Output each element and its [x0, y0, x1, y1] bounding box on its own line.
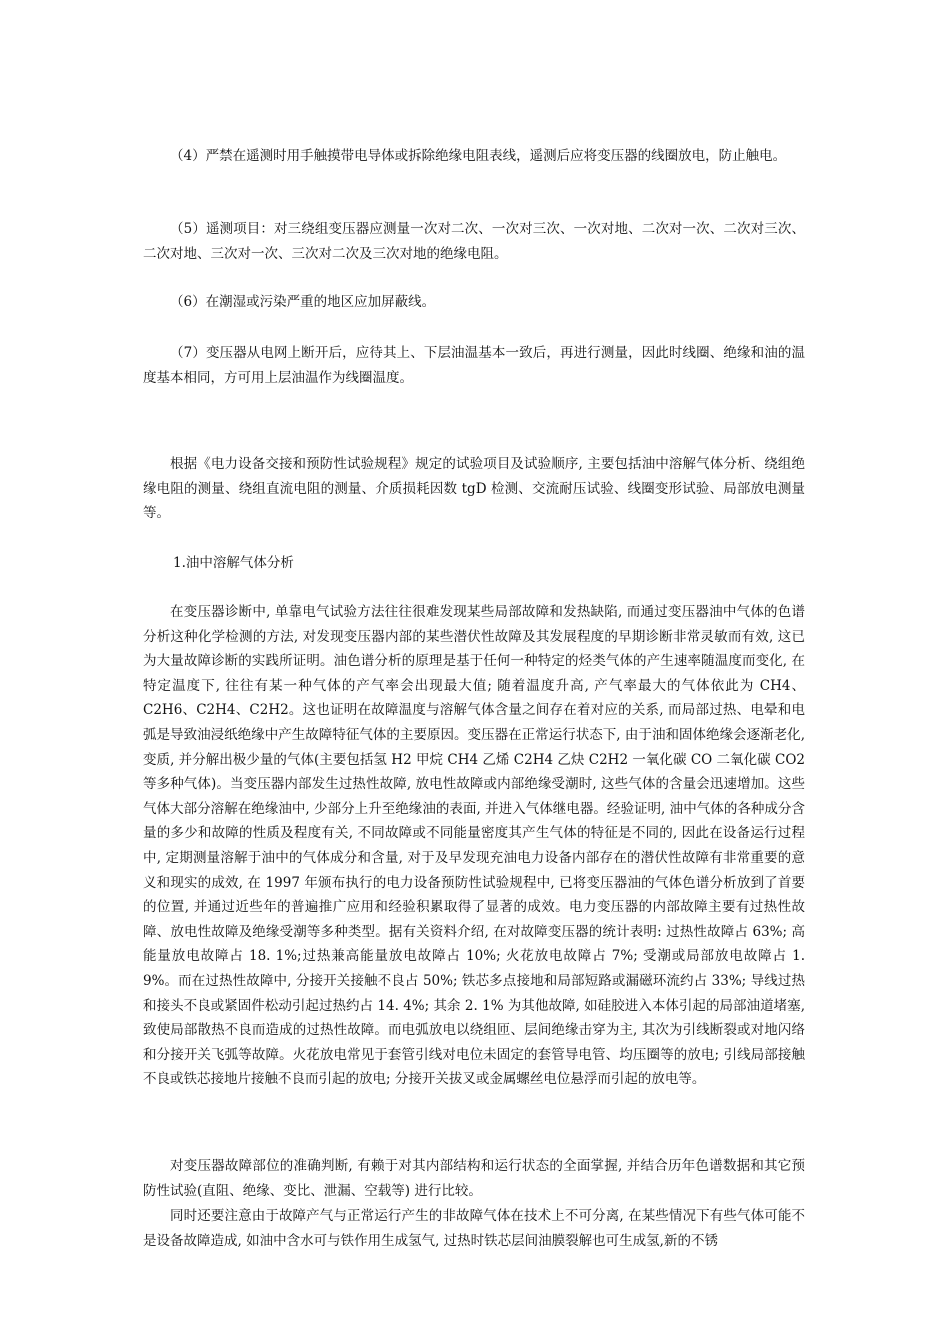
paragraph-item-7: （7）变压器从电网上断开后，应待其上、下层油温基本一致后，再进行测量，因此时线圈、绝缘和油的温度基本相同，方可用上层油温作为线圈温度。: [143, 345, 805, 386]
section-heading: 1.油中溶解气体分析: [173, 555, 294, 571]
paragraph-item-6: （6）在潮湿或污染严重的地区应加屏蔽线。: [170, 294, 436, 310]
body-paragraph-1: 在变压器诊断中, 单靠电气试验方法往往很难发现某些局部故障和发热缺陷, 而通过变压器油中气体的色谱分析这种化学检测的方法, 对发现变压器内部的某些潜伏性故障及其发展程度的早期诊断非常灵敏而有效, 这已为大量故障诊断的实践所证明。油色谱分析的原理是基于任何一种特定的烃类气体的产生速率随温度而变化, 在特定温度下, 往往有某一种气体的产气率会出现最大值; 随着温度升高, 产气率最大的气体依此为 CH4、C2H6、C2H4、C2H2。这也证明在故障温度与溶解气体含量之间存在着对应的关系, 而局部过热、电晕和电弧是导致油浸纸绝缘中产生故障特征气体的主要原因。变压器在正常运行状态下, 由于油和固体绝缘会逐渐老化,变质, 并分解出极少量的气体(主要包括氢 H2 甲烷 CH4 乙烯 C2H4 乙炔 C2H2 一氧化碳 CO 二氧化碳 CO2 等多种气体)。当变压器内部发生过热性故障, 放电性故障或内部绝缘受潮时, 这些气体的含量会迅速增加。这些气体大部分溶解在绝缘油中, 少部分上升至绝缘油的表面, 并进入气体继电器。经验证明, 油中气体的各种成分含量的多少和故障的性质及程度有关, 不同故障或不同能量密度其产生气体的特征是不同的, 因此在设备运行过程中, 定期测量溶解于油中的气体成分和含量, 对于及早发现充油电力设备内部存在的潜伏性故障有非常重要的意义和现实的成效, 在 1997 年颁布执行的电力设备预防性试验规程中, 已将变压器油的气体色谱分析放到了首要的位置, 并通过近些年的普遍推广应用和经验积累取得了显著的成效。电力变压器的内部故障主要有过热性故障、放电性故障及绝缘受潮等多种类型。据有关资料介绍, 在对故障变压器的统计表明: 过热性故障占 63%; 高能量放电故障占 18. 1%;过热兼高能量放电故障占 10%; 火花放电故障占 7%; 受潮或局部放电故障占 1. 9%。而在过热性故障中, 分接开关接触不良占 50%; 铁芯多点接地和局部短路或漏磁环流约占 33%; 导线过热和接头不良或紧固件松动引起过热约占 14. 4%; 其余 2. 1% 为其他故障, 如硅胶进入本体引起的局部油道堵塞, 致使局部散热不良而造成的过热性故障。而电弧放电以绕组匝、层间绝缘击穿为主, 其次为引线断裂或对地闪络和分接开关飞弧等故障。火花放电常见于套管引线对电位未固定的套管导电管、均压圈等的放电; 引线局部接触不良或铁芯接地片接触不良而引起的放电; 分接开关拔叉或金属螺丝电位悬浮而引起的放电等。: [143, 604, 805, 1088]
paragraph-item-5: （5）遥测项目：对三绕组变压器应测量一次对二次、一次对三次、一次对地、二次对一次、二次对三次、二次对地、三次对一次、三次对二次及三次对地的绝缘电阻。: [143, 221, 805, 262]
paragraph-item-4: （4）严禁在遥测时用手触摸带电导体或拆除绝缘电阻表线，遥测后应将变压器的线圈放电，防止触电。: [170, 148, 787, 164]
intro-paragraph: 根据《电力设备交接和预防性试验规程》规定的试验项目及试验顺序, 主要包括油中溶解气体分析、绕组绝缘电阻的测量、绕组直流电阻的测量、介质损耗因数 tgD 检测、交流耐压试验、线圈变形试验、局部放电测量等。: [143, 456, 805, 522]
body-paragraph-2: 对变压器故障部位的准确判断, 有赖于对其内部结构和运行状态的全面掌握, 并结合历年色谱数据和其它预防性试验(直阻、绝缘、变比、泄漏、空载等) 进行比较。: [143, 1158, 805, 1199]
body-paragraph-3: 同时还要注意由于故障产气与正常运行产生的非故障气体在技术上不可分离, 在某些情况下有些气体可能不是设备故障造成, 如油中含水可与铁作用生成氢气, 过热时铁芯层间油膜裂解也可生成氢,新的不锈: [143, 1208, 805, 1249]
